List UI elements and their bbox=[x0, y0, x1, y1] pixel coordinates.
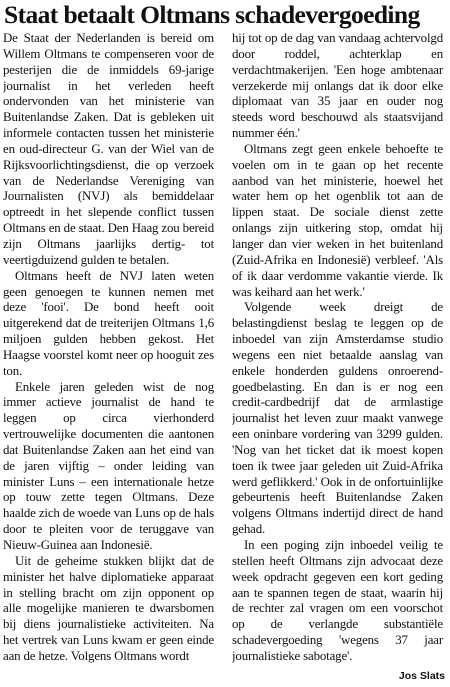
paragraph: Enkele jaren geleden wist de nog immer actieve journalist de hand te leggen op circa vierhonderd vertrouwelijke documenten die aantonen dat Buitenlandse Zaken aan het eind van de jaren vijftig – onder leiding van minister Luns – een internationale hetze op touw zette tegen Oltmans. Deze haalde zich de woede van Luns op de hals door te pleiten voor de teruggave van Nieuw-Guinea aan Indonesië. bbox=[3, 379, 214, 552]
paragraph: Uit de geheime stukken blijkt dat de minister het halve diplomatieke apparaat in stelling bracht om zijn opponent op alle mogelijke manieren te dwarsbomen bij diens journalistieke activiteiten. Na het vertrek van Luns kwam er geen einde aan de hetze. Volgens Oltmans wordt bbox=[3, 553, 214, 663]
byline: Jos Slats bbox=[398, 670, 445, 682]
paragraph: Volgende week dreigt de belastingdienst beslag te leggen op de inboedel van zijn Amsterdamse studio wegens een niet betaalde aanslag van enkele honderden guldens onroerend-goedbelasting. En dan is er nog een credit-cardbedrijf dat de armlastige journalist het leven zuur maakt vanwege een oninbare vordering van 3299 gulden. 'Nog van het ticket dat ik moest kopen toen ik twee jaar geleden uit Zuid-Afrika werd geflikkerd.' Ook in de onfortuinlijke gebeurtenis heeft Buitenlandse Zaken volgens Oltmans indertijd direct de hand gehad. bbox=[232, 300, 443, 537]
paragraph: hij tot op de dag van vandaag achtervolgd door roddel, achterklap en verdachtmakerijen. 'Een hoge ambtenaar verzekerde mij onlangs dat ik door elke diplomaat van 35 jaar en ouder nog steeds word beschouwd als staatsvijand nummer één.' bbox=[232, 31, 443, 141]
right-column bbox=[232, 31, 443, 685]
paragraph: Oltmans heeft de NVJ laten weten geen genoegen te kunnen nemen met deze 'fooi'. De bond heeft ooit uitgerekend dat de treiterijen Oltmans 1,6 miljoen gulden hebben gekost. Het Haagse voorstel komt neer op hooguit zes ton. bbox=[3, 268, 214, 378]
headline: Staat betaalt Oltmans schadevergoeding bbox=[4, 0, 420, 29]
left-column bbox=[3, 31, 214, 685]
paragraph: Oltmans zegt geen enkele behoefte te voelen om in te gaan op het recente aanbod van het ministerie, hoewel het water hem op het ogenblik tot aan de lippen staat. De sociale dienst zette onlangs zijn uitkering stop, omdat hij langer dan vier weken in het buitenland (Zuid-Afrika en Indonesië) verbleef. 'Als of ik daar verdomme vakantie vierde. Ik was keihard aan het werk.' bbox=[232, 141, 443, 299]
paragraph: In een poging zijn inboedel veilig te stellen heeft Oltmans zijn advocaat deze week opdracht gegeven een kort geding aan te spannen tegen de staat, waarin hij de rechter zal vragen om een voorschot op de verlangde substantiële schadevergoeding 'wegens 37 jaar journalistieke sabotage'. bbox=[232, 538, 443, 663]
paragraph: De Staat der Nederlanden is bereid om Willem Oltmans te compenseren voor de pesterijen die de inmiddels 69-jarige journalist in het verleden heeft ondervonden van het ministerie van Buitenlandse Zaken. Dat is gebleken uit informele contacten tussen het ministerie en oud-directeur G. van der Wiel van de Rijksvoorlichtingsdienst, die op verzoek van de Nederlandse Vereniging van Journalisten (NVJ) als bemiddelaar optreedt in het slepende conflict tussen Oltmans en de staat. Den Haag zou bereid zijn Oltmans jaarlijks dertig- tot veertigduizend gulden te betalen. bbox=[3, 31, 214, 267]
